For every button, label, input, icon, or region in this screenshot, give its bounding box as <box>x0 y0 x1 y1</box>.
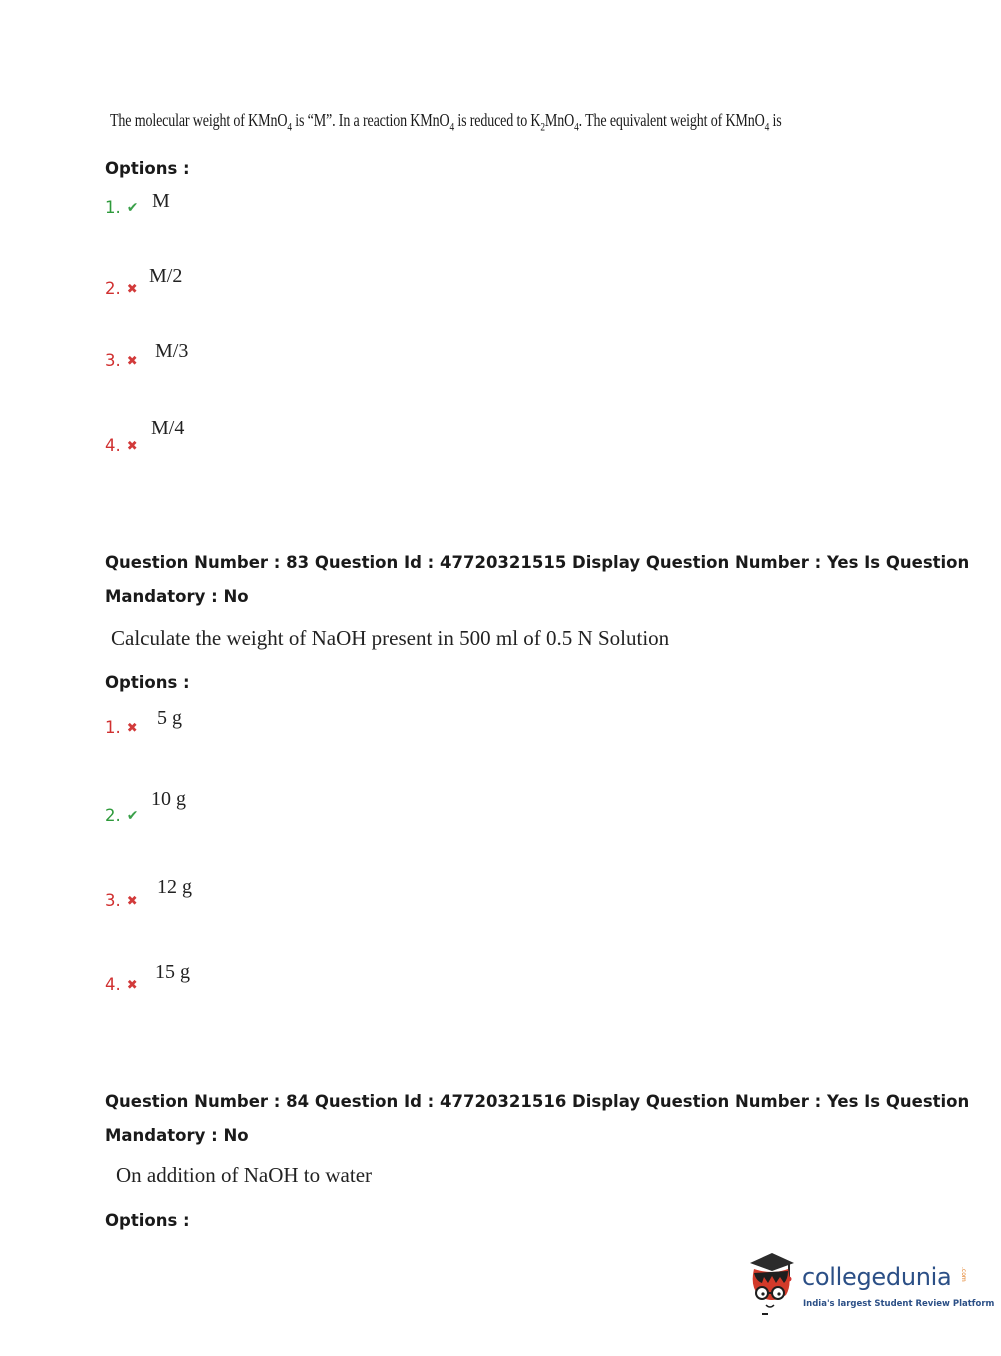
brand-tagline: India's largest Student Review Platform <box>803 1299 995 1309</box>
option-text: 12 g <box>157 876 192 898</box>
brand-name: collegedunia <box>802 1263 952 1291</box>
option-text: M/4 <box>151 417 185 439</box>
option-number: 1. <box>105 198 121 217</box>
cross-icon: ✖ <box>126 894 138 909</box>
option-row <box>105 806 138 825</box>
option-number: 1. <box>105 718 121 737</box>
option-number: 4. <box>105 975 121 994</box>
question-meta-line: Mandatory : No <box>105 587 249 606</box>
option-text: M <box>152 190 170 212</box>
question-83-meta <box>105 546 969 614</box>
option-number: 3. <box>105 351 121 370</box>
option-row <box>105 351 138 370</box>
check-icon: ✔ <box>126 200 139 216</box>
cross-icon: ✖ <box>126 354 138 369</box>
brand-suffix: .com <box>960 1267 967 1282</box>
question-84-text: On addition of NaOH to water <box>116 1163 373 1187</box>
option-text: M/2 <box>149 265 183 287</box>
question-meta-line: Question Number : 84 Question Id : 47720321516 Display Question Number : Yes Is Question <box>105 1092 970 1111</box>
option-text: 15 g <box>155 961 190 983</box>
collegedunia-logo <box>742 1249 995 1321</box>
cross-icon: ✖ <box>126 282 138 297</box>
option-text: 10 g <box>151 788 186 810</box>
question-82-text: The molecular weight of KMnO$_4$ is “M”. In a reaction KMnO$_4$ is reduced to $K_2MnO_4$. The equivalent weight of KMnO$_4$ is <box>110 110 782 134</box>
question-meta-line: Question Number : 83 Question Id : 47720321515 Display Question Number : Yes Is Question <box>105 553 970 572</box>
cross-icon: ✖ <box>126 439 138 454</box>
option-row <box>105 975 138 994</box>
option-text: 5 g <box>157 707 182 729</box>
options-label: Options : <box>105 159 190 178</box>
cross-icon: ✖ <box>126 978 138 993</box>
option-row <box>105 718 138 737</box>
option-row <box>105 891 138 910</box>
question-meta-line: Mandatory : No <box>105 1126 249 1145</box>
cross-icon: ✖ <box>126 721 138 736</box>
question-83-text: Calculate the weight of NaOH present in 500 ml of 0.5 N Solution <box>111 626 670 650</box>
option-row <box>105 436 138 455</box>
option-row <box>105 198 138 217</box>
mascot-icon <box>742 1249 802 1319</box>
question-84-meta <box>105 1085 969 1153</box>
option-number: 2. <box>105 806 121 825</box>
check-icon: ✔ <box>126 808 139 824</box>
option-number: 4. <box>105 436 121 455</box>
options-label: Options : <box>105 673 190 692</box>
option-row <box>105 279 138 298</box>
option-number: 2. <box>105 279 121 298</box>
option-text: M/3 <box>155 340 189 362</box>
option-number: 3. <box>105 891 121 910</box>
options-label: Options : <box>105 1211 190 1230</box>
